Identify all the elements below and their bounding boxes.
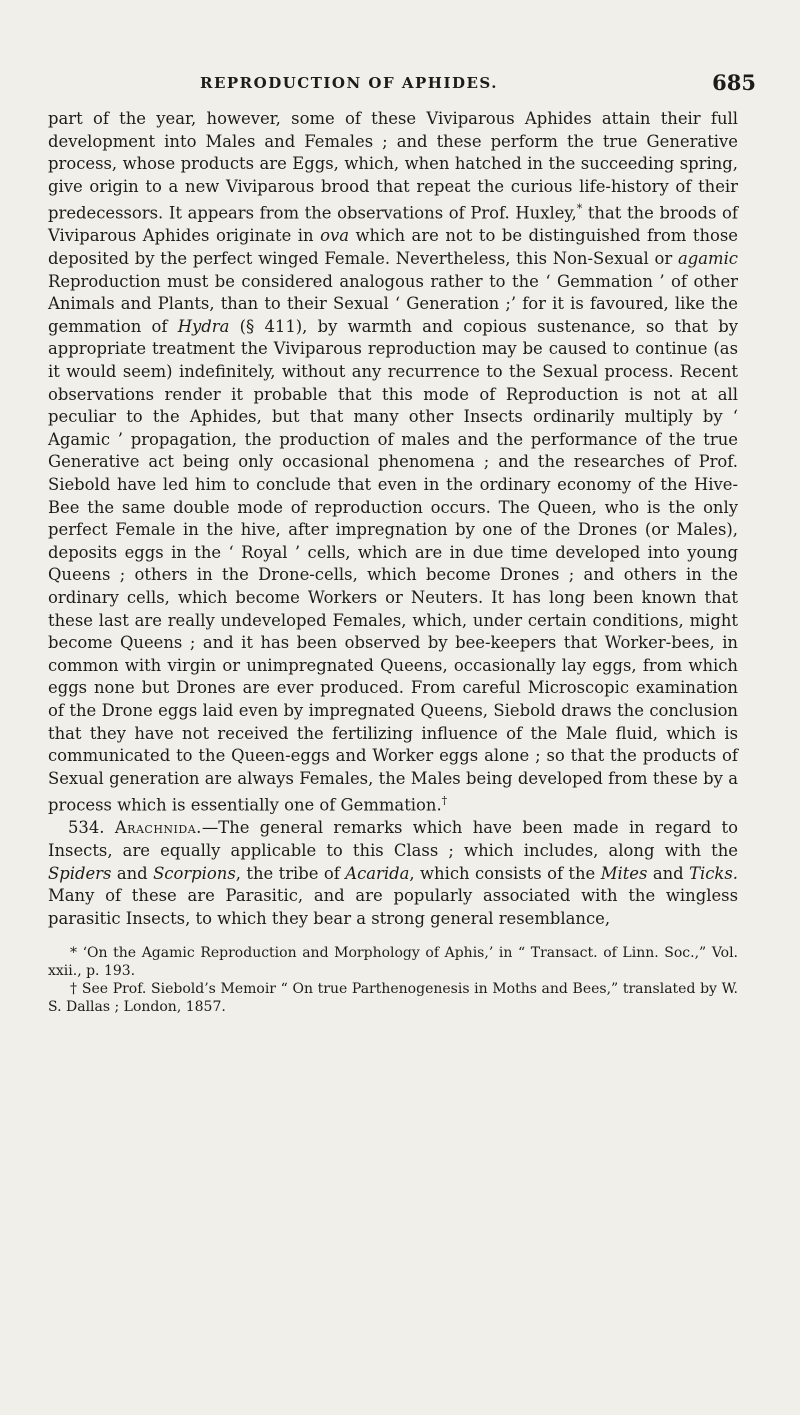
italic-term: Spiders [48,863,112,883]
footnote-text: See Prof. Siebold’s Memoir “ On true Parthenogenesis in Moths and Bees,” translated by W. S. Dallas ; London, 1857. [48,981,738,1016]
footnote-mark: † [70,981,78,998]
running-header [48,70,756,104]
italic-term: Ticks. [689,863,738,883]
footnotes [48,944,738,1016]
footnote-text: ‘On the Agamic Reproduction and Morphology of Aphis,’ in “ Transact. of Linn. Soc.,” Vol. xxii., p. 193. [48,945,738,980]
footnote [48,944,738,980]
page-number: 685 [712,70,756,95]
body-text [48,108,738,930]
text-run: and [647,863,690,883]
paragraph-arachnida [48,817,738,930]
text-run: —The general remarks which have been made in regard to Insects, are equally applicable to this Class ; which includes, along with the [48,818,738,860]
italic-term: Scorpions [153,863,236,883]
text-run: , the tribe of [235,863,346,883]
text-run: Reproduction must be considered analogous rather to the ‘ Gemmation ’ of other Animals and Plants, than to their Sexual ‘ Generation ;’ for it is favoured, like the gemmation of [48,271,738,336]
italic-term: ova [320,226,349,246]
footnote [48,980,738,1016]
italic-term: agamic [677,249,738,269]
section-number: 534. [68,818,115,838]
text-run: Many of these are Parasitic, and are popularly associated with the wingless parasitic Insects, to which they bear a strong general resemblance, [48,886,738,928]
text-run: part of the year, however, some of these Viviparous Aphides attain their full development into Males and Females ; and these perform the true Generative process, whose products are Eggs, which, when hatched in the succeeding spring, give origin to a new Viviparous brood that repeat the curious life-history of their predecessors. It appears from the observations of Prof. Huxley, [48,109,738,223]
book-page [48,70,756,1016]
text-run: (§ 411), by warmth and copious sustenance, so that by appropriate treatment the Viviparous reproduction may be caused to continue (as it would seem) indefinitely, without any recurrence to the Sexual process. Recent observations render it probable that this mode of Reproduction is not at all peculiar to the Aphides, but that many other Insects ordinarily multiply by ‘ Agamic ’ propagation, the production of males and the performance of the true Generative act being only occasional phenomena ; and the researches of Prof. Siebold have led him to conclude that even in the ordinary economy of the Hive-Bee the same double mode of reproduction occurs. The Queen, who is the only perfect Female in the hive, after impregnation by one of the Drones (or Males), deposits eggs in the ‘ Royal ’ cells, which are in due time developed into young Queens ; others in the Drone-cells, which become Drones ; and others in the ordinary cells, which become Workers or Neuters. It has long been known that these last are really undeveloped Females, which, under certain conditions, might become Queens ; and it has been observed by bee-keepers that Worker-bees, in common with virgin or unimpregnated Queens, occasionally lay eggs, from which eggs none but Drones are ever produced. From careful Microscopic examination of the Drone eggs laid even by impregnated Queens, Siebold draws the conclusion that they have not received the fertilizing influence of the Male fluid, which is communicated to the Queen-eggs and Worker eggs alone ; so that the products of Sexual generation are always Females, the Males being developed from these by a process which is essentially one of Gemmation. [48,316,738,815]
footnote-ref-star: * [576,202,583,216]
footnote-ref-dagger: † [441,794,448,808]
text-run: , which consists of the [409,863,601,883]
text-run: that the broods of Viviparous Aphides originate in [48,203,738,246]
text-run: and [111,863,154,883]
italic-term: Acarida [345,863,410,883]
italic-term: Mites [600,863,648,883]
running-title: REPRODUCTION OF APHIDES. [200,74,498,92]
footnote-mark: * [70,945,77,962]
italic-term: Hydra [177,316,230,336]
paragraph-aphides [48,108,738,817]
section-heading: Arachnida. [114,818,202,838]
text-run: which are not to be distinguished from those deposited by the perfect winged Female. Nevertheless, this Non-Sexual or [48,226,738,269]
